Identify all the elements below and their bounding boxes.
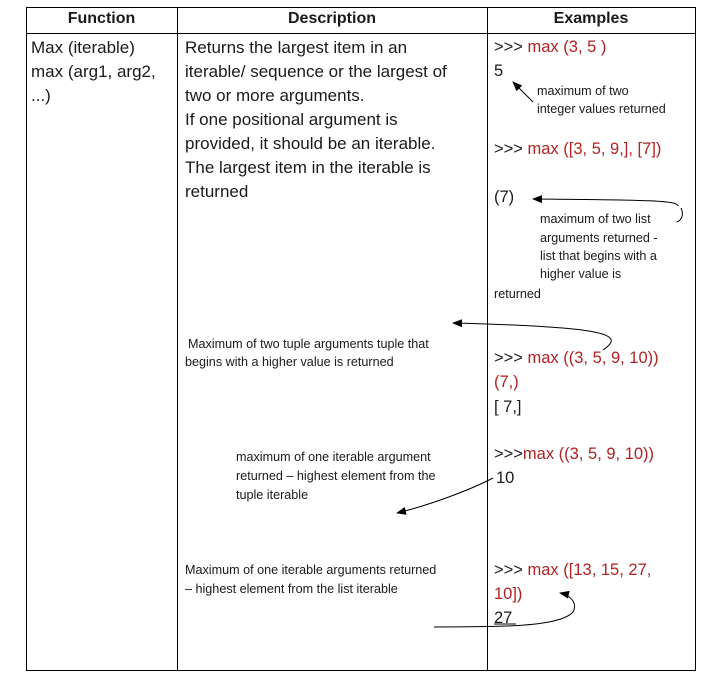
example-2-note: list that begins with a <box>540 249 657 263</box>
header-description: Description <box>287 10 376 27</box>
example-4-result: 10 <box>496 469 515 487</box>
header-examples: Examples <box>553 10 629 27</box>
arrow-ex4 <box>397 478 493 513</box>
code: max ((3, 5, 9, 10)) <box>522 445 655 463</box>
function-signature-2: max (arg1, arg2, <box>31 62 156 81</box>
example-4-note: returned – highest element from the <box>236 469 436 483</box>
function-signature-3: ...) <box>31 86 51 105</box>
code: max (3, 5 ) <box>527 38 607 56</box>
example-4-note: maximum of one iterable argument <box>236 450 431 464</box>
example-5-note: Maximum of one iterable arguments returned <box>185 563 437 577</box>
prompt: >>> <box>494 349 523 367</box>
example-3-result: [ 7,] <box>494 398 522 416</box>
description-line: two or more arguments. <box>185 86 365 105</box>
example-1-note: integer values returned <box>537 102 666 116</box>
example-3-code-continued: (7,) <box>494 373 519 391</box>
example-2-note: higher value is <box>540 267 622 281</box>
example-2-result: (7) <box>494 188 515 206</box>
example-1-note: maximum of two <box>537 84 629 98</box>
description-line: provided, it should be an iterable. <box>185 134 436 153</box>
arrow-ex2 <box>533 199 678 206</box>
prompt: >>> <box>494 38 523 56</box>
arrow-ex2-tail <box>677 208 682 222</box>
example-5-note: – highest element from the list iterable <box>185 582 398 596</box>
description-line: If one positional argument is <box>185 110 398 129</box>
description-line: returned <box>185 182 249 201</box>
function-signature-1: Max (iterable) <box>31 38 135 57</box>
prompt: >>> <box>494 140 523 158</box>
code: max ((3, 5, 9, 10)) <box>527 349 659 367</box>
example-4-note: tuple iterable <box>236 488 309 502</box>
prompt: >>> <box>494 445 523 463</box>
example-5-result: 27 <box>494 609 513 627</box>
example-1-result: 5 <box>494 62 504 80</box>
arrow-ex1 <box>513 82 533 102</box>
example-2-note-tail: returned <box>494 287 541 301</box>
prompt: >>> <box>494 561 523 579</box>
header-function: Function <box>67 10 136 27</box>
description-line: iterable/ sequence or the largest of <box>185 62 447 81</box>
example-2-note: arguments returned - <box>540 231 658 245</box>
description-line: Returns the largest item in an <box>185 38 408 57</box>
example-3-note: begins with a higher value is returned <box>185 355 394 369</box>
example-2-note: maximum of two list <box>540 212 651 226</box>
arrow-ex3 <box>453 323 611 350</box>
code: max ([3, 5, 9,], [7]) <box>527 140 662 158</box>
code: max ([13, 15, 27, <box>527 561 652 579</box>
example-5-code-continued: 10]) <box>494 585 523 603</box>
arrow-ex5 <box>434 593 575 627</box>
description-line: The largest item in the iterable is <box>185 158 431 177</box>
example-3-note: Maximum of two tuple arguments tuple that <box>188 337 429 351</box>
